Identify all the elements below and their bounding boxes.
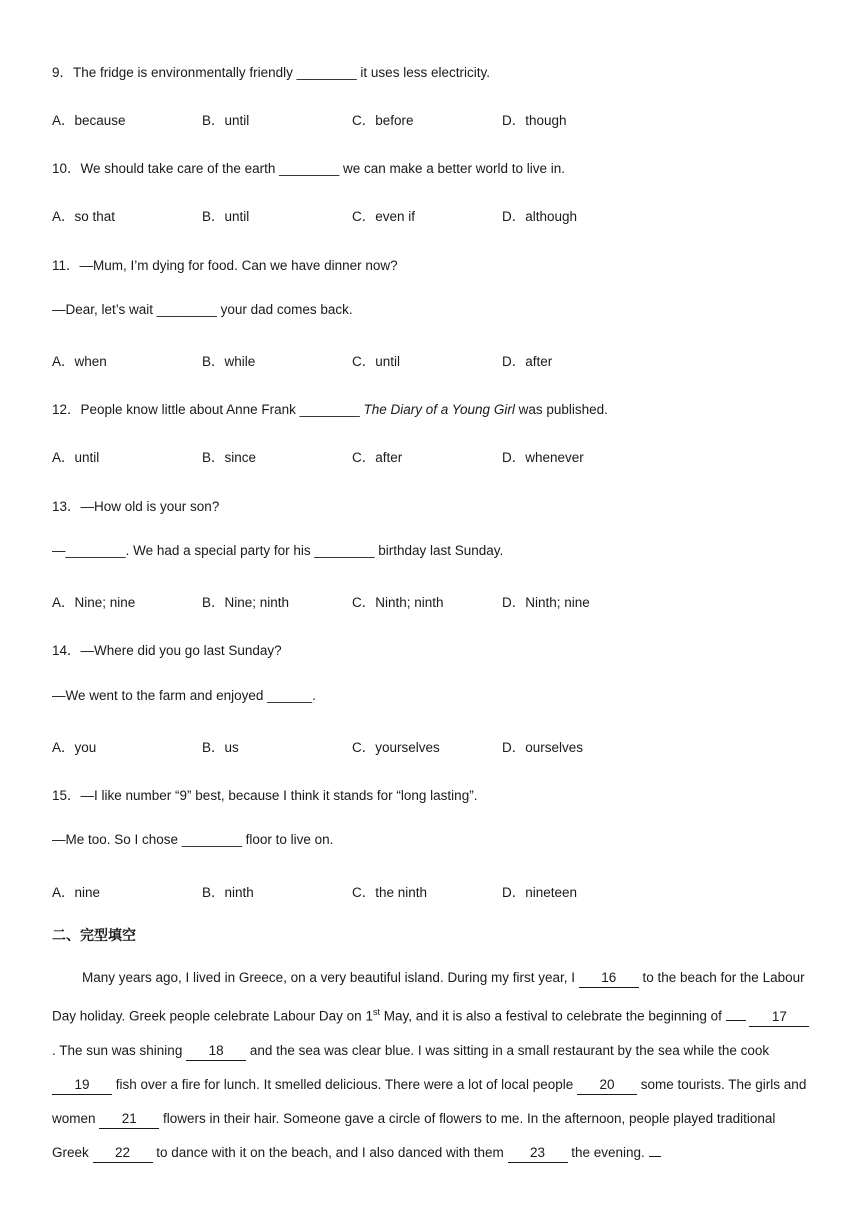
passage-text: the evening. [567, 1144, 649, 1160]
blank-16: 16 [579, 969, 639, 988]
option-b: B．us [202, 740, 239, 755]
option-c: C．even if [352, 209, 416, 224]
passage-text: to dance with it on the beach, and I also danced with them [152, 1144, 508, 1160]
question-11-reply: —Dear, let’s wait ________ your dad comes back. [52, 302, 353, 317]
option-a: A．you [52, 740, 97, 755]
option-a: A．because [52, 113, 126, 128]
option-d: D．ourselves [502, 740, 584, 755]
option-c: C．before [352, 113, 414, 128]
option-d: D．although [502, 209, 578, 224]
option-a: A．so that [52, 209, 116, 224]
passage-text: flowers in their hair. Someone gave a circle of flowers to me. In the afternoon, people played traditional Greek [52, 1110, 776, 1160]
blank-17: 17 [749, 1008, 809, 1027]
passage-text: some tourists. The girls and women [52, 1076, 807, 1126]
blank-19: 19 [52, 1076, 112, 1095]
question-14-reply: —We went to the farm and enjoyed ______. [52, 688, 316, 703]
question-15-options [52, 881, 812, 901]
option-b: B．since [202, 450, 257, 465]
passage-text: Many years ago, I lived in Greece, on a very beautiful island. During my first year, I [82, 970, 579, 985]
option-a: A．Nine; nine [52, 595, 136, 610]
option-d: D．Ninth; nine [502, 595, 590, 610]
question-15-reply: —Me too. So I chose ________ floor to live on. [52, 832, 334, 847]
question-9-options [52, 109, 812, 129]
book-title: The Diary of a Young Girl [363, 402, 515, 417]
option-c: C．the ninth [352, 885, 428, 900]
question-13-options [52, 591, 812, 611]
option-a: A．until [52, 450, 100, 465]
question-12-stem-start: 12．People know little about Anne Frank ________ [52, 402, 364, 417]
question-14-stem: 14．—Where did you go last Sunday? [52, 643, 282, 658]
passage-text: to the beach for the Labour Day holiday. Greek people celebrate Labour Day on 1 [52, 970, 805, 1024]
passage-text: fish over a fire for lunch. It smelled delicious. There were a lot of local people [112, 1076, 577, 1092]
question-12-options [52, 446, 812, 466]
option-a: A．when [52, 354, 107, 369]
question-10-options [52, 205, 812, 225]
question-13-stem: 13．—How old is your son? [52, 499, 220, 514]
blank-22: 22 [93, 1144, 153, 1163]
passage-text: . The sun was shining [52, 1042, 187, 1058]
question-9-stem: 9．The fridge is environmentally friendly ________ it uses less electricity. [52, 65, 490, 80]
question-12-stem [52, 398, 608, 418]
blank-20: 20 [577, 1076, 637, 1095]
option-d: D．though [502, 113, 567, 128]
option-a: A．nine [52, 885, 101, 900]
question-12-stem-end: was published. [514, 402, 608, 417]
superscript: st [372, 1007, 380, 1017]
option-c: C．after [352, 450, 403, 465]
option-d: D．after [502, 354, 553, 369]
blank-23: 23 [508, 1144, 568, 1163]
option-d: D．whenever [502, 450, 584, 465]
question-14-options [52, 736, 812, 756]
option-c: C．yourselves [352, 740, 440, 755]
option-b: B．until [202, 209, 250, 224]
blank-17-start [726, 1020, 746, 1021]
cloze-passage [52, 961, 812, 1170]
passage-text: May, and it is also a festival to celebrate the beginning of [379, 1008, 726, 1024]
option-b: B．while [202, 354, 256, 369]
option-b: B．until [202, 113, 250, 128]
question-15-stem: 15．—I like number “9” best, because I think it stands for “long lasting”. [52, 788, 478, 803]
passage-text: and the sea was clear blue. I was sitting in a small restaurant by the sea while the cook [246, 1042, 770, 1058]
option-d: D．nineteen [502, 885, 578, 900]
option-c: C．Ninth; ninth [352, 595, 444, 610]
option-b: B．Nine; ninth [202, 595, 290, 610]
question-11-stem: 11．—Mum, I’m dying for food. Can we have dinner now? [52, 258, 398, 273]
question-11-options [52, 350, 812, 370]
option-b: B．ninth [202, 885, 254, 900]
blank-21: 21 [99, 1110, 159, 1129]
blank-24-start [649, 1156, 661, 1157]
blank-18: 18 [186, 1042, 246, 1061]
question-13-reply: —________. We had a special party for his ________ birthday last Sunday. [52, 543, 504, 558]
option-c: C．until [352, 354, 401, 369]
section-title: 二、完型填空 [52, 928, 136, 944]
question-10-stem: 10．We should take care of the earth ________ we can make a better world to live in. [52, 161, 566, 176]
